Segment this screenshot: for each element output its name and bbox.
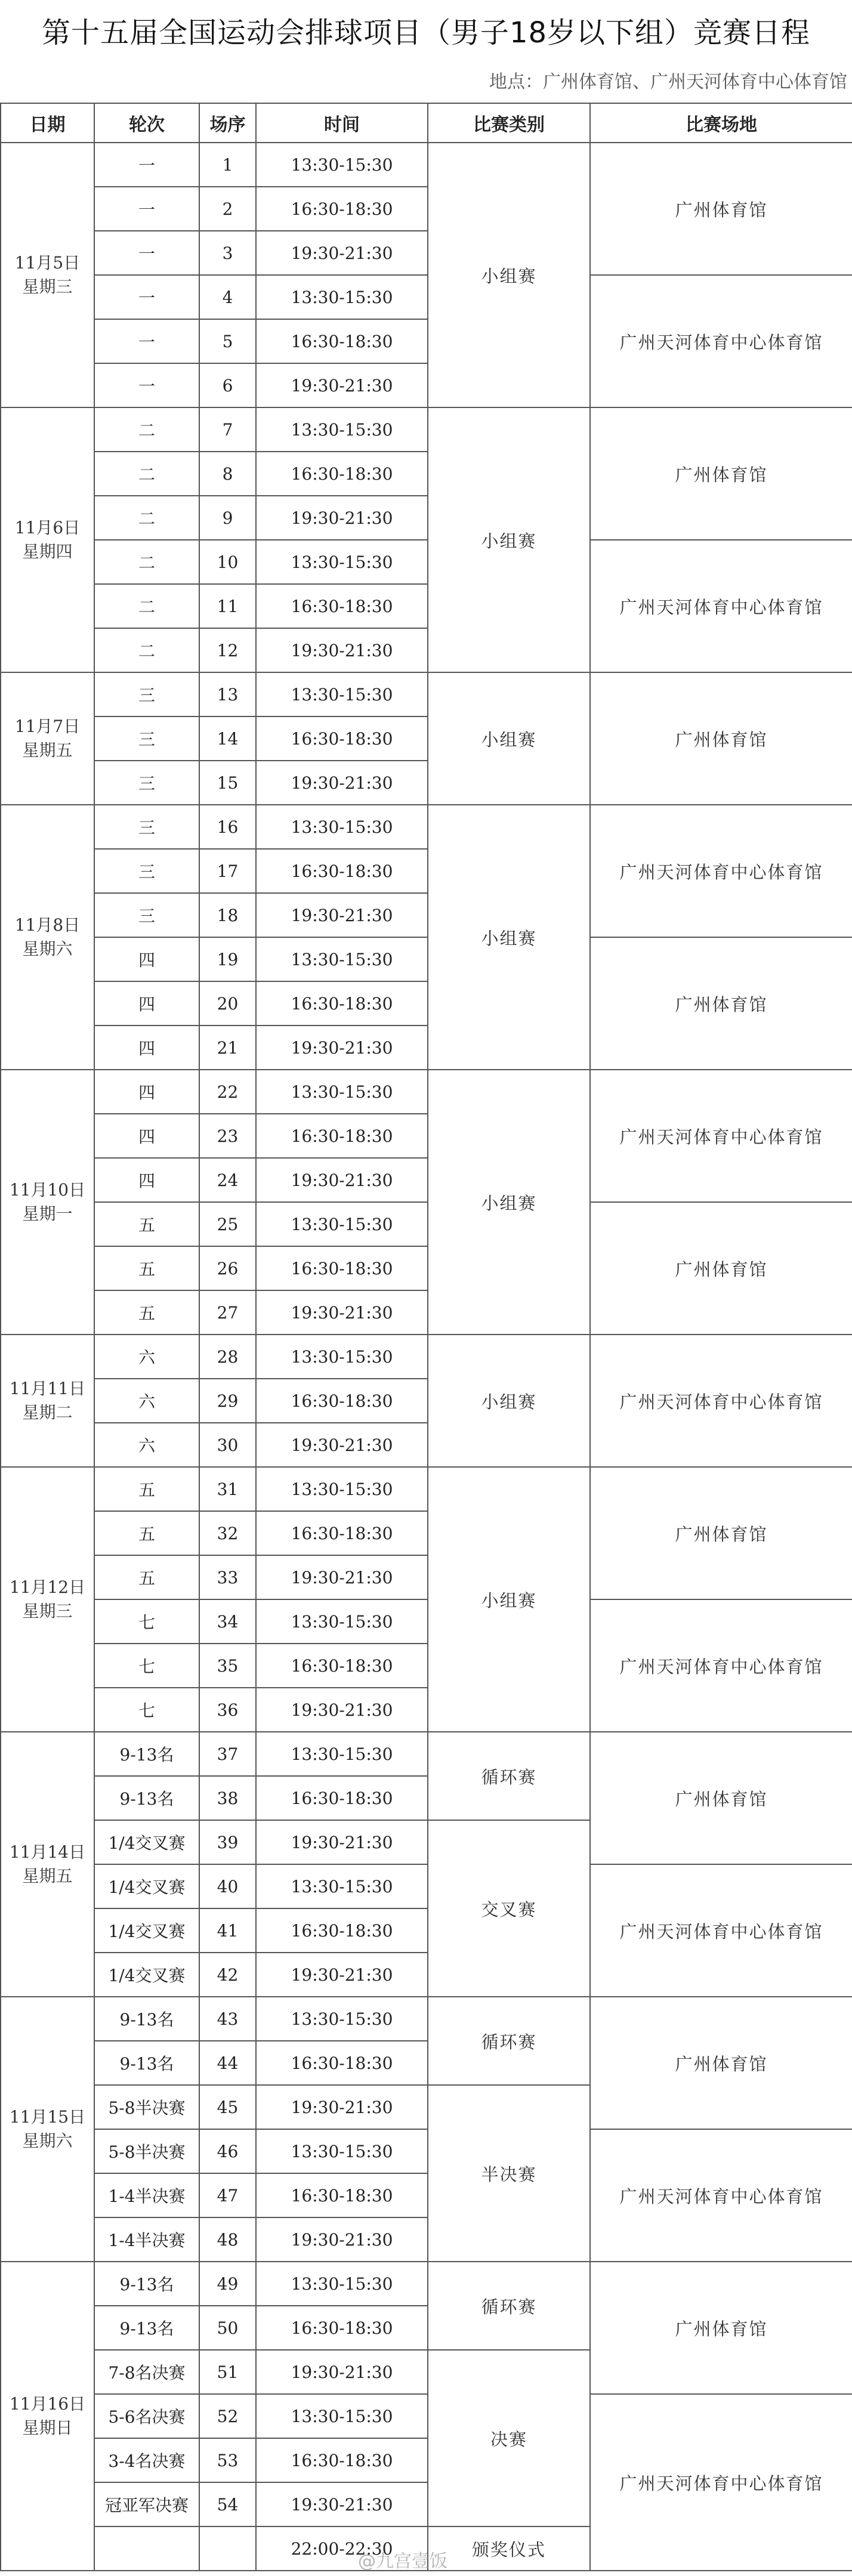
match-no-cell: 30 [199, 1423, 256, 1467]
match-no-cell: 50 [199, 2306, 256, 2350]
match-no-cell: 26 [199, 1246, 256, 1290]
round-cell: 六 [94, 1335, 199, 1379]
date-cell [1, 1467, 94, 1732]
time-cell: 13:30-15:30 [256, 2129, 428, 2173]
weekday-label: 星期日 [22, 2418, 73, 2438]
venue-cell: 广州天河体育中心体育馆 [590, 1070, 852, 1202]
match-no-cell: 19 [199, 937, 256, 981]
table-row [1, 672, 852, 716]
time-cell: 16:30-18:30 [256, 2306, 428, 2350]
match-no-cell: 20 [199, 981, 256, 1026]
match-type-cell: 交叉赛 [428, 1820, 590, 1997]
match-type-cell: 循环赛 [428, 1997, 590, 2085]
round-cell: 五 [94, 1467, 199, 1511]
round-cell: 1-4半决赛 [94, 2173, 199, 2217]
round-cell: 1/4交叉赛 [94, 1953, 199, 1997]
time-cell: 13:30-15:30 [256, 1997, 428, 2041]
date-label: 11月10日 [9, 1180, 86, 1200]
match-type-cell: 小组赛 [428, 1070, 590, 1335]
time-cell: 19:30-21:30 [256, 628, 428, 672]
time-cell: 13:30-15:30 [256, 2394, 428, 2438]
weekday-label: 星期一 [22, 1204, 73, 1224]
match-no-cell: 42 [199, 1953, 256, 1997]
match-no-cell: 41 [199, 1908, 256, 1953]
time-cell: 19:30-21:30 [256, 231, 428, 275]
time-cell: 22:00-22:30 [256, 2526, 428, 2571]
round-cell: 五 [94, 1290, 199, 1335]
match-no-cell: 52 [199, 2394, 256, 2438]
match-no-cell: 7 [199, 407, 256, 452]
round-cell: 四 [94, 1114, 199, 1158]
match-no-cell: 10 [199, 540, 256, 584]
venue-cell: 广州体育馆 [590, 143, 852, 275]
time-cell: 16:30-18:30 [256, 1246, 428, 1290]
round-cell: 五 [94, 1555, 199, 1599]
time-cell: 13:30-15:30 [256, 1732, 428, 1776]
time-cell: 13:30-15:30 [256, 275, 428, 319]
time-cell: 16:30-18:30 [256, 2438, 428, 2482]
venue-cell: 广州体育馆 [590, 2262, 852, 2394]
round-cell: 9-13名 [94, 1997, 199, 2041]
header-row [1, 103, 852, 143]
match-no-cell: 8 [199, 452, 256, 496]
table-row [1, 1335, 852, 1379]
round-cell: 1-4半决赛 [94, 2217, 199, 2262]
date-label: 11月16日 [9, 2394, 86, 2414]
round-cell: 三 [94, 893, 199, 937]
venue-cell: 广州体育馆 [590, 937, 852, 1070]
match-no-cell: 40 [199, 1864, 256, 1908]
time-cell: 16:30-18:30 [256, 1776, 428, 1820]
weekday-label: 星期六 [22, 2131, 73, 2151]
time-cell: 19:30-21:30 [256, 1555, 428, 1599]
time-cell: 19:30-21:30 [256, 1820, 428, 1864]
match-no-cell: 29 [199, 1379, 256, 1423]
date-cell [1, 143, 94, 407]
time-cell: 19:30-21:30 [256, 1688, 428, 1732]
match-no-cell: 2 [199, 187, 256, 231]
match-type-cell: 小组赛 [428, 805, 590, 1070]
round-cell: 二 [94, 628, 199, 672]
time-cell: 13:30-15:30 [256, 143, 428, 187]
date-cell [1, 672, 94, 805]
time-cell: 19:30-21:30 [256, 1026, 428, 1070]
table-row [1, 937, 852, 981]
time-cell: 16:30-18:30 [256, 849, 428, 893]
round-cell: 二 [94, 540, 199, 584]
date-label: 11月14日 [9, 1842, 86, 1862]
table-row [1, 407, 852, 452]
time-cell: 19:30-21:30 [256, 1158, 428, 1202]
round-cell: 9-13名 [94, 1776, 199, 1820]
match-no-cell: 15 [199, 761, 256, 805]
match-no-cell: 22 [199, 1070, 256, 1114]
round-cell: 1/4交叉赛 [94, 1908, 199, 1953]
header-venue: 比赛场地 [590, 103, 852, 143]
match-no-cell: 13 [199, 672, 256, 716]
schedule-table [0, 103, 852, 2571]
match-no-cell: 47 [199, 2173, 256, 2217]
time-cell: 19:30-21:30 [256, 1290, 428, 1335]
venue-cell: 广州体育馆 [590, 407, 852, 540]
time-cell: 16:30-18:30 [256, 981, 428, 1026]
time-cell: 19:30-21:30 [256, 1953, 428, 1997]
header-round: 轮次 [94, 103, 199, 143]
match-no-cell: 3 [199, 231, 256, 275]
table-row [1, 2394, 852, 2438]
venue-cell: 广州天河体育中心体育馆 [590, 1335, 852, 1467]
venue-cell: 广州体育馆 [590, 1732, 852, 1864]
date-cell [1, 1335, 94, 1467]
date-label: 11月5日 [14, 253, 81, 273]
round-cell: 5-8半决赛 [94, 2085, 199, 2129]
date-label: 11月7日 [14, 716, 81, 736]
round-cell: 五 [94, 1511, 199, 1555]
weekday-label: 星期五 [22, 740, 73, 760]
match-no-cell: 39 [199, 1820, 256, 1864]
time-cell: 16:30-18:30 [256, 1114, 428, 1158]
venue-cell: 广州体育馆 [590, 1202, 852, 1335]
table-row [1, 1997, 852, 2041]
time-cell: 16:30-18:30 [256, 1644, 428, 1688]
schedule-body [1, 143, 852, 2571]
weekday-label: 星期五 [22, 1866, 73, 1886]
weekday-label: 星期六 [22, 939, 73, 959]
match-no-cell: 48 [199, 2217, 256, 2262]
time-cell: 13:30-15:30 [256, 407, 428, 452]
time-cell: 13:30-15:30 [256, 672, 428, 716]
round-cell: 5-6名决赛 [94, 2394, 199, 2438]
match-no-cell: 32 [199, 1511, 256, 1555]
match-type-cell: 小组赛 [428, 1467, 590, 1732]
date-label: 11月6日 [14, 518, 81, 538]
round-cell: 一 [94, 231, 199, 275]
time-cell: 13:30-15:30 [256, 1864, 428, 1908]
round-cell: 9-13名 [94, 2041, 199, 2085]
match-no-cell: 51 [199, 2350, 256, 2394]
venue-cell: 广州体育馆 [590, 672, 852, 805]
time-cell: 16:30-18:30 [256, 452, 428, 496]
round-cell: 二 [94, 452, 199, 496]
match-no-cell: 25 [199, 1202, 256, 1246]
round-cell: 五 [94, 1202, 199, 1246]
time-cell: 19:30-21:30 [256, 2217, 428, 2262]
time-cell: 19:30-21:30 [256, 761, 428, 805]
match-type-cell: 小组赛 [428, 672, 590, 805]
match-no-cell: 53 [199, 2438, 256, 2482]
time-cell: 13:30-15:30 [256, 1467, 428, 1511]
time-cell: 13:30-15:30 [256, 1202, 428, 1246]
weekday-label: 星期三 [22, 277, 73, 296]
table-row [1, 143, 852, 187]
time-cell: 19:30-21:30 [256, 363, 428, 407]
round-cell: 二 [94, 496, 199, 540]
table-row [1, 1864, 852, 1908]
match-no-cell: 54 [199, 2482, 256, 2526]
round-cell: 3-4名决赛 [94, 2438, 199, 2482]
header-type: 比赛类别 [428, 103, 590, 143]
round-cell: 七 [94, 1644, 199, 1688]
time-cell: 19:30-21:30 [256, 496, 428, 540]
match-no-cell: 6 [199, 363, 256, 407]
time-cell: 19:30-21:30 [256, 2350, 428, 2394]
match-no-cell: 37 [199, 1732, 256, 1776]
match-type-cell: 小组赛 [428, 407, 590, 672]
match-no-cell: 18 [199, 893, 256, 937]
time-cell: 19:30-21:30 [256, 2482, 428, 2526]
time-cell: 19:30-21:30 [256, 893, 428, 937]
match-no-cell: 1 [199, 143, 256, 187]
round-cell: 一 [94, 319, 199, 363]
match-no-cell: 35 [199, 1644, 256, 1688]
weekday-label: 星期四 [22, 542, 73, 561]
table-row [1, 1467, 852, 1511]
date-label: 11月12日 [9, 1577, 86, 1597]
time-cell: 13:30-15:30 [256, 2262, 428, 2306]
weekday-label: 星期三 [22, 1601, 73, 1621]
venue-cell: 广州天河体育中心体育馆 [590, 805, 852, 937]
venue-cell: 广州天河体育中心体育馆 [590, 1864, 852, 1997]
round-cell: 9-13名 [94, 1732, 199, 1776]
match-no-cell: 45 [199, 2085, 256, 2129]
header-date: 日期 [1, 103, 94, 143]
match-no-cell: 21 [199, 1026, 256, 1070]
table-row [1, 805, 852, 849]
time-cell: 16:30-18:30 [256, 187, 428, 231]
time-cell: 13:30-15:30 [256, 1070, 428, 1114]
round-cell [94, 2526, 199, 2571]
match-no-cell [199, 2526, 256, 2571]
table-row [1, 2129, 852, 2173]
date-label: 11月8日 [14, 915, 81, 935]
round-cell: 7-8名决赛 [94, 2350, 199, 2394]
round-cell: 四 [94, 981, 199, 1026]
date-label: 11月11日 [9, 1379, 86, 1398]
watermark: @九宫壹饭 [358, 2551, 447, 2572]
time-cell: 19:30-21:30 [256, 2085, 428, 2129]
match-no-cell: 36 [199, 1688, 256, 1732]
round-cell: 三 [94, 805, 199, 849]
time-cell: 16:30-18:30 [256, 1908, 428, 1953]
match-no-cell: 4 [199, 275, 256, 319]
match-type-cell: 决赛 [428, 2350, 590, 2526]
time-cell: 13:30-15:30 [256, 937, 428, 981]
venue-cell: 广州天河体育中心体育馆 [590, 2129, 852, 2262]
date-label: 11月15日 [9, 2107, 86, 2127]
round-cell: 四 [94, 1070, 199, 1114]
time-cell: 13:30-15:30 [256, 1335, 428, 1379]
time-cell: 16:30-18:30 [256, 1379, 428, 1423]
time-cell: 16:30-18:30 [256, 1511, 428, 1555]
time-cell: 16:30-18:30 [256, 716, 428, 761]
match-no-cell: 28 [199, 1335, 256, 1379]
round-cell: 六 [94, 1423, 199, 1467]
match-type-cell: 半决赛 [428, 2085, 590, 2262]
match-type-cell: 小组赛 [428, 1335, 590, 1467]
match-no-cell: 17 [199, 849, 256, 893]
date-cell [1, 805, 94, 1070]
page-title: 第十五届全国运动会排球项目（男子18岁以下组）竞赛日程 [41, 16, 811, 50]
match-type-cell: 小组赛 [428, 143, 590, 407]
round-cell: 9-13名 [94, 2262, 199, 2306]
time-cell: 16:30-18:30 [256, 584, 428, 628]
round-cell: 三 [94, 672, 199, 716]
venue-cell: 广州天河体育中心体育馆 [590, 540, 852, 672]
round-cell: 9-13名 [94, 2306, 199, 2350]
round-cell: 四 [94, 1026, 199, 1070]
match-no-cell: 38 [199, 1776, 256, 1820]
venue-cell: 广州天河体育中心体育馆 [590, 1599, 852, 1732]
match-no-cell: 46 [199, 2129, 256, 2173]
round-cell: 三 [94, 761, 199, 805]
table-row [1, 1599, 852, 1644]
match-no-cell: 43 [199, 1997, 256, 2041]
match-no-cell: 11 [199, 584, 256, 628]
match-no-cell: 14 [199, 716, 256, 761]
match-no-cell: 49 [199, 2262, 256, 2306]
round-cell: 冠亚军决赛 [94, 2482, 199, 2526]
table-row [1, 2262, 852, 2306]
time-cell: 13:30-15:30 [256, 805, 428, 849]
time-cell: 19:30-21:30 [256, 1423, 428, 1467]
time-cell: 13:30-15:30 [256, 1599, 428, 1644]
round-cell: 二 [94, 584, 199, 628]
match-no-cell: 24 [199, 1158, 256, 1202]
round-cell: 六 [94, 1379, 199, 1423]
round-cell: 一 [94, 363, 199, 407]
weekday-label: 星期二 [22, 1403, 73, 1422]
venue-cell: 广州天河体育中心体育馆 [590, 275, 852, 407]
table-row [1, 275, 852, 319]
venue-cell: 广州体育馆 [590, 1997, 852, 2129]
match-no-cell: 23 [199, 1114, 256, 1158]
match-no-cell: 44 [199, 2041, 256, 2085]
date-cell [1, 1732, 94, 1997]
round-cell: 四 [94, 1158, 199, 1202]
table-row [1, 1202, 852, 1246]
match-no-cell: 34 [199, 1599, 256, 1644]
round-cell: 三 [94, 849, 199, 893]
match-type-cell: 循环赛 [428, 2262, 590, 2350]
date-cell [1, 1070, 94, 1335]
match-no-cell: 12 [199, 628, 256, 672]
table-row [1, 1732, 852, 1776]
time-cell: 16:30-18:30 [256, 2041, 428, 2085]
round-cell: 一 [94, 275, 199, 319]
header-match-no: 场序 [199, 103, 256, 143]
round-cell: 三 [94, 716, 199, 761]
time-cell: 13:30-15:30 [256, 540, 428, 584]
ceremony-cell: 颁奖仪式 [428, 2526, 590, 2571]
round-cell: 四 [94, 937, 199, 981]
table-row [1, 1070, 852, 1114]
header-time: 时间 [256, 103, 428, 143]
table-row [1, 540, 852, 584]
date-cell [1, 2262, 94, 2571]
venue-cell: 广州体育馆 [590, 1467, 852, 1599]
round-cell: 1/4交叉赛 [94, 1820, 199, 1864]
date-cell [1, 1997, 94, 2262]
round-cell: 七 [94, 1599, 199, 1644]
match-no-cell: 27 [199, 1290, 256, 1335]
time-cell: 16:30-18:30 [256, 319, 428, 363]
match-no-cell: 31 [199, 1467, 256, 1511]
match-no-cell: 33 [199, 1555, 256, 1599]
round-cell: 一 [94, 187, 199, 231]
location-note: 地点：广州体育馆、广州天河体育中心体育馆 [489, 72, 847, 92]
round-cell: 1/4交叉赛 [94, 1864, 199, 1908]
round-cell: 七 [94, 1688, 199, 1732]
round-cell: 5-8半决赛 [94, 2129, 199, 2173]
match-type-cell: 循环赛 [428, 1732, 590, 1820]
round-cell: 五 [94, 1246, 199, 1290]
venue-cell: 广州天河体育中心体育馆 [590, 2394, 852, 2571]
date-cell [1, 407, 94, 672]
match-no-cell: 9 [199, 496, 256, 540]
round-cell: 二 [94, 407, 199, 452]
match-no-cell: 16 [199, 805, 256, 849]
round-cell: 一 [94, 143, 199, 187]
match-no-cell: 5 [199, 319, 256, 363]
time-cell: 16:30-18:30 [256, 2173, 428, 2217]
